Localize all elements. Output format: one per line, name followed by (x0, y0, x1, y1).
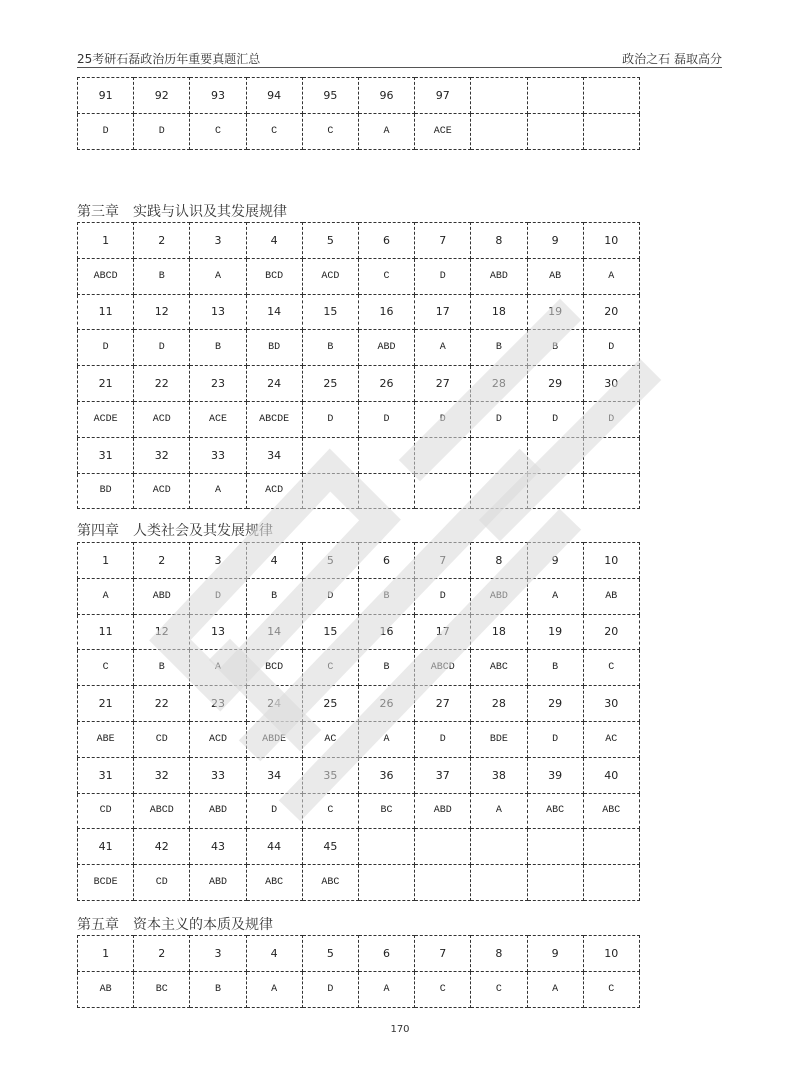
empty-cell (583, 865, 639, 901)
answer-cell: AB (527, 258, 583, 294)
question-number-cell: 3 (190, 223, 246, 259)
question-number-cell: 16 (358, 294, 414, 330)
question-number-cell: 44 (246, 829, 302, 865)
question-number-cell: 42 (134, 829, 190, 865)
answer-cell: ACDE (78, 401, 134, 437)
answer-cell: D (78, 330, 134, 366)
page-header (77, 47, 722, 68)
question-number-cell: 93 (190, 78, 246, 114)
empty-cell (302, 437, 358, 473)
question-number-cell: 6 (358, 936, 414, 972)
question-number-cell: 34 (246, 437, 302, 473)
question-number-cell: 4 (246, 936, 302, 972)
question-number-cell: 39 (527, 757, 583, 793)
answer-cell: ACE (415, 113, 471, 149)
question-number-cell: 94 (246, 78, 302, 114)
empty-cell (527, 437, 583, 473)
empty-cell (471, 473, 527, 509)
answer-cell: D (527, 401, 583, 437)
answer-cell: AC (302, 721, 358, 757)
question-number-cell: 7 (415, 936, 471, 972)
question-number-cell: 8 (471, 936, 527, 972)
question-number-cell: 21 (78, 366, 134, 402)
question-number-cell: 9 (527, 223, 583, 259)
question-number-cell: 22 (134, 366, 190, 402)
answer-cell: BD (78, 473, 134, 509)
question-number-cell: 10 (583, 543, 639, 579)
answer-cell: B (134, 650, 190, 686)
question-number-cell: 22 (134, 686, 190, 722)
answer-cell: B (302, 330, 358, 366)
question-number-cell: 10 (583, 223, 639, 259)
answer-cell: BCDE (78, 865, 134, 901)
answer-cell: CD (134, 865, 190, 901)
question-number-cell: 19 (527, 614, 583, 650)
question-number-cell: 10 (583, 936, 639, 972)
empty-cell (302, 473, 358, 509)
answer-cell: ABD (358, 330, 414, 366)
question-number-cell: 7 (415, 543, 471, 579)
question-number-cell: 95 (302, 78, 358, 114)
answer-cell: ACD (246, 473, 302, 509)
question-number-cell: 9 (527, 936, 583, 972)
answer-cell: ABD (415, 793, 471, 829)
answer-cell: ABE (78, 721, 134, 757)
answer-row (78, 473, 640, 509)
answer-cell: ABC (302, 865, 358, 901)
question-number-cell: 31 (78, 437, 134, 473)
answer-cell: C (415, 971, 471, 1007)
question-number-cell: 23 (190, 366, 246, 402)
answer-cell: BC (358, 793, 414, 829)
answer-cell: D (415, 401, 471, 437)
question-number-row (78, 829, 640, 865)
answer-cell: D (583, 330, 639, 366)
answer-cell: B (358, 650, 414, 686)
answer-cell: ABCDE (246, 401, 302, 437)
question-number-cell: 4 (246, 223, 302, 259)
question-number-cell: 17 (415, 614, 471, 650)
question-number-cell: 5 (302, 543, 358, 579)
answer-cell: C (583, 650, 639, 686)
answer-cell: ABD (471, 258, 527, 294)
answer-cell: D (415, 578, 471, 614)
answer-cell: B (471, 330, 527, 366)
answer-cell: D (471, 401, 527, 437)
question-number-cell: 26 (358, 686, 414, 722)
answer-cell: D (134, 113, 190, 149)
question-number-cell: 5 (302, 223, 358, 259)
answer-cell: A (78, 578, 134, 614)
header-title: 25考研石磊政治历年重要真题汇总 (77, 52, 261, 66)
answer-cell: ABDE (246, 721, 302, 757)
question-number-cell: 2 (134, 223, 190, 259)
answer-cell: C (302, 793, 358, 829)
answer-cell: A (527, 578, 583, 614)
question-number-cell: 1 (78, 223, 134, 259)
empty-cell (583, 78, 639, 114)
question-number-cell: 32 (134, 757, 190, 793)
question-number-cell: 17 (415, 294, 471, 330)
empty-cell (583, 473, 639, 509)
empty-cell (415, 473, 471, 509)
empty-cell (471, 865, 527, 901)
header-slogan: 政治之石 磊取高分 (622, 52, 722, 66)
question-number-cell: 7 (415, 223, 471, 259)
empty-cell (358, 437, 414, 473)
answer-cell: D (134, 330, 190, 366)
answer-table-continuation (77, 77, 640, 150)
empty-cell (358, 865, 414, 901)
question-number-cell: 97 (415, 78, 471, 114)
answer-cell: ABC (471, 650, 527, 686)
empty-cell (415, 829, 471, 865)
answer-cell: ABD (190, 793, 246, 829)
answer-cell: BDE (471, 721, 527, 757)
question-number-cell: 4 (246, 543, 302, 579)
question-number-cell: 31 (78, 757, 134, 793)
chapter-3-title: 第三章 实践与认识及其发展规律 (77, 204, 287, 220)
question-number-cell: 28 (471, 686, 527, 722)
question-number-cell: 23 (190, 686, 246, 722)
answer-cell: ABC (583, 793, 639, 829)
question-number-cell: 15 (302, 614, 358, 650)
answer-cell: B (134, 258, 190, 294)
answer-cell: C (246, 113, 302, 149)
answer-cell: A (190, 473, 246, 509)
answer-cell: A (190, 650, 246, 686)
question-number-cell: 12 (134, 614, 190, 650)
question-number-cell: 33 (190, 757, 246, 793)
answer-cell: ABC (527, 793, 583, 829)
question-number-cell: 14 (246, 294, 302, 330)
question-number-cell: 16 (358, 614, 414, 650)
answer-row (78, 330, 640, 366)
answer-cell: D (78, 113, 134, 149)
empty-cell (358, 473, 414, 509)
empty-cell (527, 473, 583, 509)
empty-cell (471, 113, 527, 149)
answer-cell: ACE (190, 401, 246, 437)
answer-cell: BC (134, 971, 190, 1007)
answer-table-chapter-4 (77, 542, 640, 901)
answer-cell: BCD (246, 258, 302, 294)
question-number-row (78, 757, 640, 793)
question-number-cell: 24 (246, 686, 302, 722)
answer-cell: D (358, 401, 414, 437)
question-number-cell: 6 (358, 543, 414, 579)
answer-cell: ABCD (78, 258, 134, 294)
empty-cell (527, 113, 583, 149)
answer-cell: ABCD (134, 793, 190, 829)
question-number-cell: 29 (527, 686, 583, 722)
question-number-cell: 27 (415, 686, 471, 722)
empty-cell (527, 829, 583, 865)
answer-cell: ABCD (415, 650, 471, 686)
answer-row (78, 258, 640, 294)
answer-cell: AB (78, 971, 134, 1007)
question-number-row (78, 78, 640, 114)
answer-cell: D (302, 578, 358, 614)
page-number: 170 (390, 1024, 410, 1035)
question-number-cell: 43 (190, 829, 246, 865)
answer-cell: A (415, 330, 471, 366)
answer-cell: C (358, 258, 414, 294)
question-number-cell: 6 (358, 223, 414, 259)
question-number-cell: 29 (527, 366, 583, 402)
answer-cell: C (583, 971, 639, 1007)
answer-cell: CD (134, 721, 190, 757)
question-number-cell: 45 (302, 829, 358, 865)
answer-cell: A (527, 971, 583, 1007)
empty-cell (415, 437, 471, 473)
question-number-cell: 36 (358, 757, 414, 793)
question-number-cell: 24 (246, 366, 302, 402)
answer-row (78, 401, 640, 437)
answer-cell: B (358, 578, 414, 614)
answer-cell: A (358, 721, 414, 757)
question-number-cell: 30 (583, 366, 639, 402)
question-number-cell: 3 (190, 543, 246, 579)
question-number-cell: 34 (246, 757, 302, 793)
answer-cell: ACD (190, 721, 246, 757)
answer-cell: BD (246, 330, 302, 366)
question-number-cell: 13 (190, 614, 246, 650)
question-number-row (78, 294, 640, 330)
answer-cell: A (583, 258, 639, 294)
answer-row (78, 865, 640, 901)
answer-row (78, 971, 640, 1007)
question-number-cell: 8 (471, 223, 527, 259)
question-number-cell: 9 (527, 543, 583, 579)
empty-cell (471, 78, 527, 114)
answer-row (78, 578, 640, 614)
answer-row (78, 650, 640, 686)
question-number-cell: 11 (78, 294, 134, 330)
question-number-row (78, 223, 640, 259)
question-number-cell: 41 (78, 829, 134, 865)
answer-table-chapter-3 (77, 222, 640, 509)
chapter-5-title: 第五章 资本主义的本质及规律 (77, 917, 273, 933)
question-number-cell: 21 (78, 686, 134, 722)
question-number-cell: 3 (190, 936, 246, 972)
empty-cell (527, 78, 583, 114)
question-number-cell: 20 (583, 614, 639, 650)
answer-cell: A (358, 113, 414, 149)
chapter-4-title: 第四章 人类社会及其发展规律 (77, 523, 273, 539)
answer-cell: AB (583, 578, 639, 614)
answer-cell: D (415, 721, 471, 757)
empty-cell (358, 829, 414, 865)
question-number-cell: 91 (78, 78, 134, 114)
question-number-cell: 19 (527, 294, 583, 330)
answer-cell: D (302, 971, 358, 1007)
answer-cell: B (246, 578, 302, 614)
question-number-cell: 96 (358, 78, 414, 114)
answer-cell: ACD (134, 473, 190, 509)
answer-cell: A (190, 258, 246, 294)
question-number-cell: 1 (78, 543, 134, 579)
question-number-row (78, 543, 640, 579)
answer-cell: D (583, 401, 639, 437)
question-number-cell: 18 (471, 614, 527, 650)
answer-cell: B (527, 330, 583, 366)
answer-cell: CD (78, 793, 134, 829)
answer-cell: C (78, 650, 134, 686)
question-number-cell: 92 (134, 78, 190, 114)
answer-cell: A (246, 971, 302, 1007)
question-number-cell: 32 (134, 437, 190, 473)
question-number-cell: 40 (583, 757, 639, 793)
question-number-cell: 5 (302, 936, 358, 972)
question-number-cell: 13 (190, 294, 246, 330)
answer-cell: ACD (302, 258, 358, 294)
question-number-cell: 25 (302, 366, 358, 402)
answer-cell: ABD (190, 865, 246, 901)
question-number-cell: 27 (415, 366, 471, 402)
answer-cell: C (190, 113, 246, 149)
answer-cell: ABC (246, 865, 302, 901)
question-number-cell: 20 (583, 294, 639, 330)
answer-cell: B (190, 330, 246, 366)
question-number-row (78, 614, 640, 650)
answer-cell: D (415, 258, 471, 294)
question-number-cell: 2 (134, 543, 190, 579)
empty-cell (583, 829, 639, 865)
answer-cell: C (471, 971, 527, 1007)
answer-cell: D (527, 721, 583, 757)
answer-cell: A (358, 971, 414, 1007)
answer-cell: D (190, 578, 246, 614)
empty-cell (583, 113, 639, 149)
answer-cell: D (246, 793, 302, 829)
answer-cell: C (302, 113, 358, 149)
question-number-row (78, 936, 640, 972)
answer-cell: A (471, 793, 527, 829)
answer-row (78, 113, 640, 149)
question-number-cell: 25 (302, 686, 358, 722)
question-number-cell: 30 (583, 686, 639, 722)
empty-cell (471, 437, 527, 473)
answer-cell: ABD (471, 578, 527, 614)
question-number-cell: 37 (415, 757, 471, 793)
question-number-cell: 15 (302, 294, 358, 330)
answer-row (78, 721, 640, 757)
answer-cell: B (190, 971, 246, 1007)
question-number-row (78, 366, 640, 402)
question-number-cell: 12 (134, 294, 190, 330)
question-number-cell: 8 (471, 543, 527, 579)
answer-row (78, 793, 640, 829)
question-number-cell: 1 (78, 936, 134, 972)
question-number-cell: 2 (134, 936, 190, 972)
answer-cell: ABD (134, 578, 190, 614)
empty-cell (583, 437, 639, 473)
question-number-cell: 26 (358, 366, 414, 402)
answer-cell: BCD (246, 650, 302, 686)
question-number-row (78, 437, 640, 473)
question-number-cell: 38 (471, 757, 527, 793)
answer-cell: B (527, 650, 583, 686)
answer-cell: AC (583, 721, 639, 757)
question-number-cell: 18 (471, 294, 527, 330)
empty-cell (527, 865, 583, 901)
question-number-cell: 35 (302, 757, 358, 793)
question-number-cell: 28 (471, 366, 527, 402)
question-number-cell: 14 (246, 614, 302, 650)
question-number-cell: 11 (78, 614, 134, 650)
answer-cell: D (302, 401, 358, 437)
answer-table-chapter-5 (77, 935, 640, 1008)
question-number-cell: 33 (190, 437, 246, 473)
question-number-row (78, 686, 640, 722)
answer-cell: C (302, 650, 358, 686)
empty-cell (415, 865, 471, 901)
answer-cell: ACD (134, 401, 190, 437)
empty-cell (471, 829, 527, 865)
